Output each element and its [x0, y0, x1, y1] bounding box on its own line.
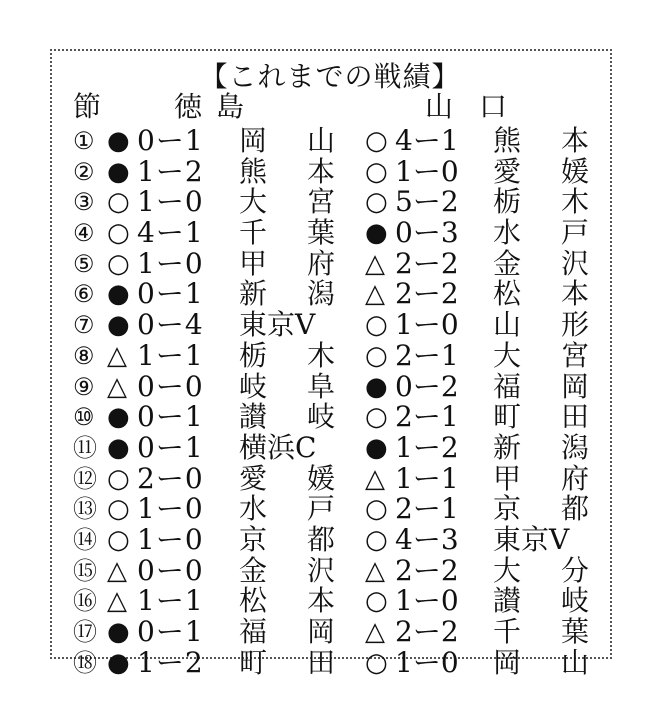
yamaguchi-opponent: 甲 府 — [493, 461, 589, 495]
table-row — [73, 402, 593, 433]
tokushima-score: 0ー1 — [137, 615, 204, 648]
yamaguchi-score: 1ー2 — [395, 430, 459, 464]
yamaguchi-score: 2ー1 — [395, 492, 459, 526]
yamaguchi-score: 2ー1 — [395, 400, 459, 434]
round-number: ⑭ — [73, 525, 97, 554]
yamaguchi-opponent: 千 葉 — [493, 615, 589, 648]
tokushima-score: 1ー2 — [137, 154, 204, 188]
tokushima-opponent: 千 葉 — [239, 216, 335, 250]
table-row — [73, 310, 593, 341]
table-row — [73, 218, 593, 249]
tokushima-result-mark: ● — [107, 432, 130, 463]
tokushima-result-mark: △ — [107, 371, 127, 402]
tokushima-result-mark: ● — [107, 647, 130, 678]
round-number: ⑨ — [73, 372, 95, 401]
tokushima-result-mark: ○ — [107, 248, 130, 279]
tokushima-score: 1ー1 — [137, 584, 204, 618]
yamaguchi-score: 2ー2 — [395, 553, 459, 587]
tokushima-opponent: 讃 岐 — [239, 400, 335, 434]
round-number: ⑯ — [73, 587, 97, 616]
tokushima-score: 1ー0 — [137, 522, 204, 556]
round-number: ⑤ — [73, 249, 95, 278]
tokushima-result-mark: ○ — [107, 494, 130, 525]
table-row — [73, 645, 593, 679]
yamaguchi-opponent: 京 都 — [493, 492, 589, 526]
yamaguchi-result-mark: ○ — [365, 402, 388, 433]
results-table — [73, 126, 593, 678]
yamaguchi-opponent: 岡 山 — [493, 645, 589, 679]
tokushima-result-mark: ● — [107, 279, 130, 310]
yamaguchi-opponent: 新 潟 — [493, 430, 589, 464]
record-title: 【これまでの戦績】 — [199, 60, 461, 93]
yamaguchi-result-mark: ○ — [365, 340, 388, 371]
round-number: ⑥ — [73, 280, 95, 309]
round-number: ⑩ — [73, 403, 95, 432]
header-yamaguchi: 山口 — [425, 90, 534, 123]
yamaguchi-result-mark: ○ — [365, 187, 388, 218]
round-number: ⑰ — [73, 618, 97, 646]
yamaguchi-score: 1ー0 — [395, 645, 459, 679]
yamaguchi-result-mark: ● — [365, 218, 388, 249]
tokushima-score: 1ー0 — [137, 246, 204, 280]
round-number: ① — [73, 127, 95, 155]
table-row — [73, 494, 593, 525]
tokushima-opponent: 町 田 — [239, 645, 335, 679]
tokushima-score: 0ー4 — [137, 308, 204, 342]
yamaguchi-score: 5ー2 — [395, 185, 459, 219]
tokushima-result-mark: ○ — [107, 463, 130, 494]
yamaguchi-score: 0ー3 — [395, 216, 459, 250]
yamaguchi-result-mark: △ — [365, 463, 385, 494]
table-row — [73, 617, 593, 648]
tokushima-score: 1ー1 — [137, 338, 204, 372]
round-number: ⑧ — [73, 341, 95, 370]
yamaguchi-score: 1ー1 — [395, 461, 459, 495]
tokushima-opponent: 甲 府 — [239, 246, 335, 280]
tokushima-opponent: 愛 媛 — [239, 461, 335, 495]
yamaguchi-result-mark: △ — [365, 617, 385, 647]
table-row — [73, 279, 593, 310]
yamaguchi-opponent: 水 戸 — [493, 216, 589, 250]
tokushima-result-mark: ● — [107, 126, 130, 156]
yamaguchi-opponent: 熊 本 — [493, 124, 589, 157]
tokushima-result-mark: △ — [107, 586, 127, 617]
round-number: ⑬ — [73, 495, 97, 524]
round-number: ⑱ — [73, 648, 97, 677]
yamaguchi-score: 0ー2 — [395, 369, 459, 403]
tokushima-score: 2ー0 — [137, 461, 204, 495]
yamaguchi-opponent: 東京V — [493, 522, 570, 556]
table-row — [73, 586, 593, 617]
tokushima-opponent: 東京V — [239, 308, 316, 342]
tokushima-opponent: 松 本 — [239, 584, 335, 618]
table-row — [73, 126, 593, 157]
round-number: ④ — [73, 219, 95, 248]
tokushima-opponent: 岐 阜 — [239, 369, 335, 403]
tokushima-score: 0ー0 — [137, 369, 204, 403]
tokushima-result-mark: ○ — [107, 524, 130, 555]
yamaguchi-score: 2ー2 — [395, 246, 459, 280]
yamaguchi-score: 4ー3 — [395, 522, 459, 556]
tokushima-score: 0ー1 — [137, 124, 204, 157]
yamaguchi-opponent: 町 田 — [493, 400, 589, 434]
round-number: ⑫ — [73, 464, 97, 493]
tokushima-result-mark: ○ — [107, 218, 130, 249]
yamaguchi-score: 1ー0 — [395, 154, 459, 188]
table-row — [73, 430, 593, 464]
yamaguchi-score: 4ー1 — [395, 124, 459, 157]
yamaguchi-opponent: 福 岡 — [493, 369, 589, 403]
tokushima-score: 0ー1 — [137, 430, 204, 464]
yamaguchi-opponent: 讃 岐 — [493, 584, 589, 618]
round-number: ⑮ — [73, 556, 97, 585]
yamaguchi-score: 2ー2 — [395, 277, 459, 311]
tokushima-opponent: 新 潟 — [239, 277, 335, 311]
yamaguchi-result-mark: ○ — [365, 524, 388, 555]
table-row — [73, 338, 593, 372]
table-row — [73, 187, 593, 218]
tokushima-result-mark: ○ — [107, 187, 130, 218]
yamaguchi-result-mark: ○ — [365, 156, 388, 187]
yamaguchi-result-mark: ○ — [365, 310, 388, 341]
tokushima-opponent: 大 宮 — [239, 185, 335, 219]
tokushima-opponent: 栃 木 — [239, 338, 335, 372]
yamaguchi-opponent: 愛 媛 — [493, 154, 589, 188]
tokushima-opponent: 熊 本 — [239, 154, 335, 188]
tokushima-score: 1ー2 — [137, 645, 204, 679]
yamaguchi-result-mark: △ — [365, 279, 385, 310]
yamaguchi-opponent: 大 分 — [493, 553, 589, 587]
yamaguchi-opponent: 山 形 — [493, 308, 589, 342]
tokushima-result-mark: ● — [107, 156, 130, 187]
tokushima-score: 4ー1 — [137, 216, 204, 250]
round-number: ③ — [73, 188, 95, 217]
tokushima-score: 1ー0 — [137, 185, 204, 219]
tokushima-score: 1ー0 — [137, 492, 204, 526]
tokushima-result-mark: ● — [107, 617, 130, 647]
tokushima-opponent: 横浜C — [239, 430, 317, 464]
table-row — [73, 369, 593, 403]
tokushima-result-mark: ● — [107, 310, 130, 341]
tokushima-result-mark: △ — [107, 555, 127, 586]
yamaguchi-result-mark: ● — [365, 432, 388, 463]
yamaguchi-opponent: 松 本 — [493, 277, 589, 311]
yamaguchi-opponent: 金 沢 — [493, 246, 589, 280]
header-setsu: 節 — [73, 90, 102, 123]
table-row — [73, 246, 593, 280]
yamaguchi-result-mark: ○ — [365, 586, 388, 617]
yamaguchi-result-mark: △ — [365, 248, 385, 279]
tokushima-opponent: 京 都 — [239, 522, 335, 556]
round-number: ⑪ — [73, 433, 97, 462]
yamaguchi-result-mark: ● — [365, 371, 388, 402]
round-number: ② — [73, 157, 95, 186]
tokushima-opponent: 福 岡 — [239, 615, 335, 648]
yamaguchi-score: 2ー1 — [395, 338, 459, 372]
table-row — [73, 553, 593, 587]
tokushima-opponent: 水 戸 — [239, 492, 335, 526]
tokushima-score: 0ー1 — [137, 277, 204, 311]
table-row — [73, 154, 593, 188]
yamaguchi-opponent: 栃 木 — [493, 185, 589, 219]
yamaguchi-score: 2ー2 — [395, 615, 459, 648]
yamaguchi-result-mark: △ — [365, 555, 385, 586]
tokushima-score: 0ー1 — [137, 400, 204, 434]
yamaguchi-score: 1ー0 — [395, 308, 459, 342]
tokushima-opponent: 金 沢 — [239, 553, 335, 587]
tokushima-result-mark: ● — [107, 402, 130, 433]
tokushima-result-mark: △ — [107, 340, 127, 371]
table-row — [73, 522, 593, 556]
yamaguchi-result-mark: ○ — [365, 494, 388, 525]
yamaguchi-score: 1ー0 — [395, 584, 459, 618]
tokushima-score: 0ー0 — [137, 553, 204, 587]
round-number: ⑦ — [73, 311, 95, 340]
yamaguchi-opponent: 大 宮 — [493, 338, 589, 372]
tokushima-opponent: 岡 山 — [239, 124, 335, 157]
yamaguchi-result-mark: ○ — [365, 647, 388, 678]
header-tokushima: 徳島 — [174, 90, 259, 123]
yamaguchi-result-mark: ○ — [365, 126, 388, 156]
table-row — [73, 461, 593, 495]
